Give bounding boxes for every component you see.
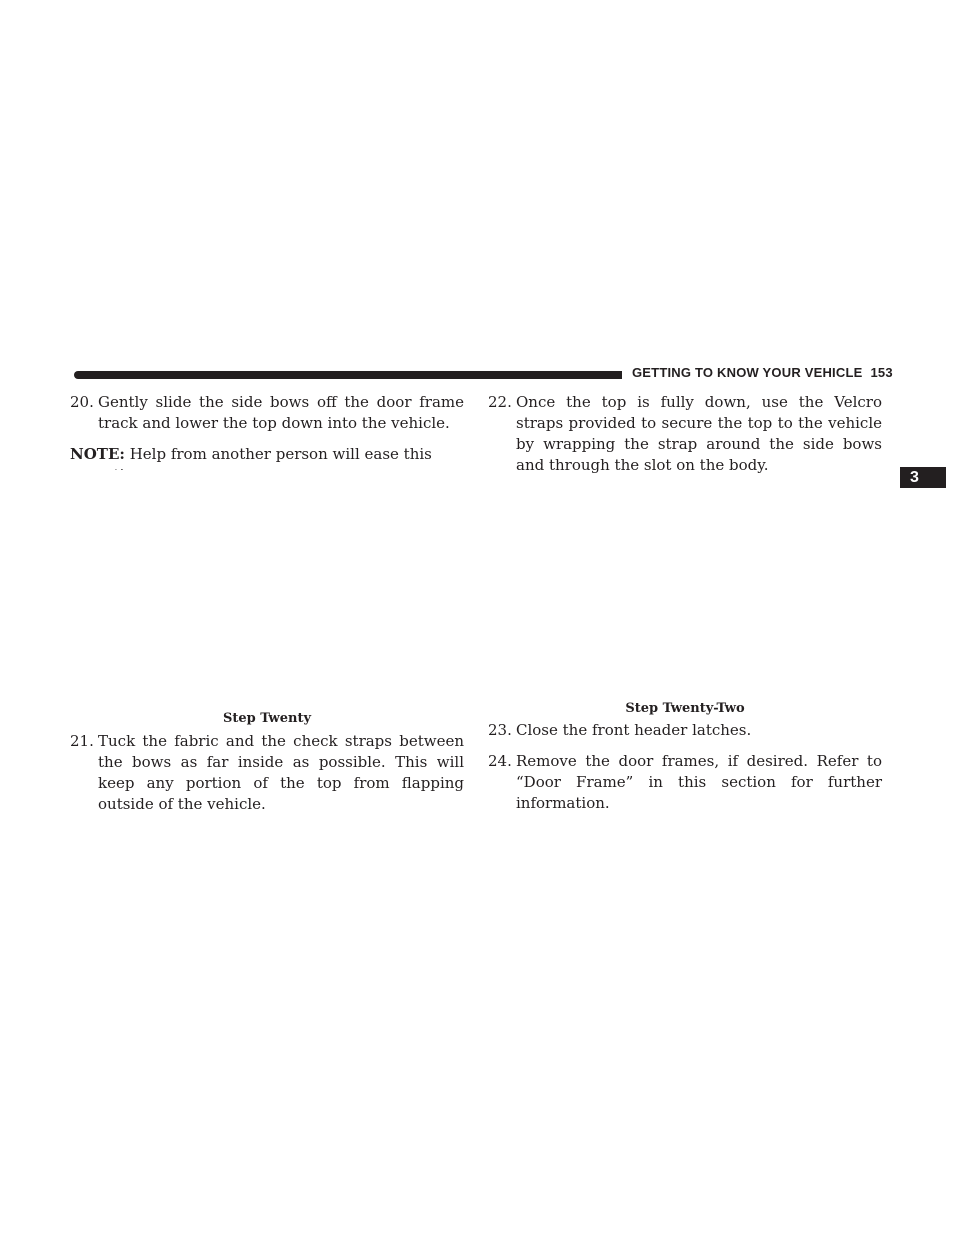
step-text: Tuck the fabric and the check straps between the bows as far inside as possible. This will keep any portion of the top from flapping outside of the vehicle. bbox=[98, 732, 464, 813]
step-number: 21. bbox=[70, 732, 94, 750]
step-22 bbox=[488, 392, 882, 476]
step-number: 22. bbox=[488, 393, 512, 411]
page-number: 153 bbox=[870, 365, 893, 380]
step-text: Close the front header latches. bbox=[516, 721, 752, 739]
header-title: GETTING TO KNOW YOUR VEHICLE bbox=[632, 365, 863, 380]
figure-caption: Step Twenty-Two bbox=[625, 701, 745, 716]
figure-step-twenty-two bbox=[488, 480, 882, 695]
step-23 bbox=[488, 720, 882, 741]
left-column-bottom bbox=[70, 731, 464, 825]
right-column-top bbox=[488, 392, 882, 486]
step-number: 24. bbox=[488, 752, 512, 770]
step-21 bbox=[70, 731, 464, 815]
figure-caption: Step Twenty bbox=[223, 711, 311, 726]
step-text: Gently slide the side bows off the door frame track and lower the top down into the vehicle. bbox=[98, 393, 464, 432]
header-rule bbox=[74, 371, 622, 379]
section-tab: 3 bbox=[900, 467, 946, 488]
step-number: 20. bbox=[70, 393, 94, 411]
note-label: NOTE: bbox=[70, 445, 125, 463]
step-20 bbox=[70, 392, 464, 434]
running-header bbox=[632, 365, 893, 380]
step-number: 23. bbox=[488, 721, 512, 739]
step-24 bbox=[488, 751, 882, 814]
step-text: Once the top is fully down, use the Velcro straps provided to secure the top to the vehicle by wrapping the strap around the side bows and through the slot on the body. bbox=[516, 393, 882, 474]
step-text: Remove the door frames, if desired. Refer to “Door Frame” in this section for further information. bbox=[516, 752, 882, 812]
right-column-bottom bbox=[488, 720, 882, 824]
figure-step-twenty bbox=[70, 470, 464, 700]
note-text: Help from another person will ease this bbox=[129, 445, 432, 463]
